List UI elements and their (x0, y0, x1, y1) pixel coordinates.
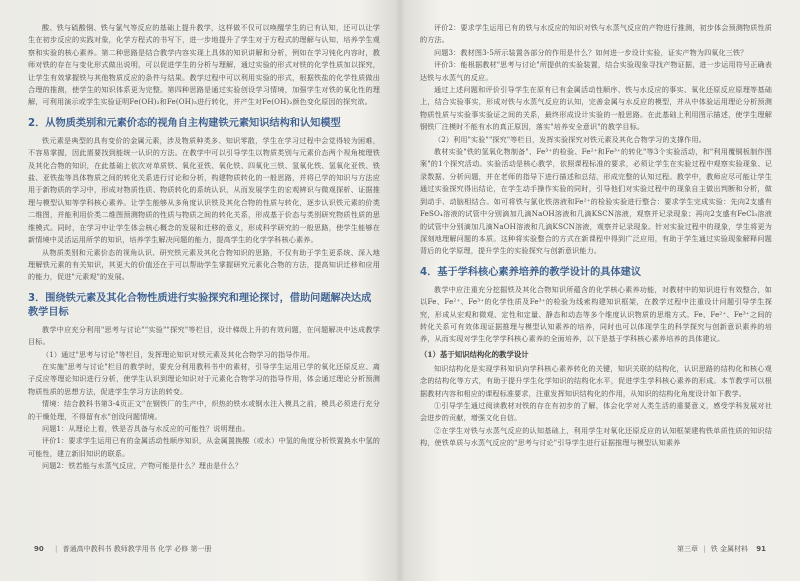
footer-separator: | (54, 545, 58, 553)
left-book-title: 普通高中教科书 教师教学用书 化学 必修 第一册 (62, 545, 212, 553)
paragraph: 评价2：要求学生运用已有的铁与水反应的知识对铁与水蒸气反应的产物进行推测，初步体会预测物质性质的方法。 (420, 23, 772, 45)
left-page-content (28, 22, 380, 473)
paragraph: 知识结构化是实现学科知识向学科核心素养转化的关键，知识关联的结构化，认识思路的结构化和核心观念的结构化等方式，有助于提升学生化学知识的结构化水平，促进学生学科核心素养的形成。本节教学可以根据教材内容和相应的课程标准要求，注重发挥知识结构化的作用，从知识的结构化角度设计如下教学。 (420, 363, 772, 398)
left-footer (28, 542, 211, 556)
paragraph: 教学中应充分利用"思考与讨论""实验""探究"等栏目，设计梯级上升的有效问题，在问题解决中达成教学目标。 (28, 324, 380, 347)
section-heading: 4．基于学科核心素养培养的教学设计的具体建议 (420, 266, 642, 278)
section-heading: 2．从物质类别和元素价态的视角自主构建铁元素知识结构和认知模型 (28, 117, 341, 129)
right-footer (596, 542, 772, 556)
paragraph: 教材实验"铁的氢氧化物制备"、Fe³⁺的检验、Fe²⁺和Fe³⁺的转化"等3个实验活动，和"利用覆铜板制作图案"的1个探究活动。实验活动是核心教学，依照课程标准的要求，必须让学生在实验过程中观察实验现象、记录数据、分析问题，并在老师的指导下进行描述和总结，形成完整的认知过程。教学中，教师应尽可能让学生通过实验探究得出结论，在学生动手操作实验的同时，引导他们对实验过程中的现象自主做出判断和分析，做到动手、动脑相结合。如可将铁与氯化铁溶液和Fe²⁺的检验实验进行整合：要求学生完成实验：先向2支盛有FeSO₄溶液的试管中分别滴加几滴NaOH溶液和几滴KSCN溶液，观察并记录现象；再向2支盛有FeCl₃溶液的试管中分别滴加几滴NaOH溶液和几滴KSCN溶液，观察并记录现象。针对实验过程中的现象，学生将更为深刻地理解问题的本质。这种将实验整合的方式在新课程中得到广泛应用，有助于学生通过实验现象解释问题背后的化学原理，提升学生的实验探究与创新意识能力。 (420, 147, 772, 256)
paragraph: ②在学生对铁与水蒸气反应的认知基础上，利用学生对氧化还原反应的认知框架建构铁单质性质的知识结构，使铁单质与水蒸气反应的"思考与讨论"引导学生进行证据推理与模型认知素养 (420, 425, 772, 448)
right-page (420, 22, 772, 534)
paragraph: 在实施"思考与讨论"栏目的教学时，要充分利用教科书中的素材，引导学生运用已学的氧化还原反应、离子反应等理论知识进行分析，使学生认识到理论知识对于元素化合物学习的指导作用，体会通过理论分析预测物质性质的思想方法，促进学生学习方法的转变。 (28, 361, 380, 396)
paragraph: 问题2：铁若能与水蒸气反应，产物可能是什么？理由是什么？ (42, 461, 243, 471)
paragraph: 通过上述问题和评价引导学生在原有已有金属活动性顺序、铁与水反应的事实、氧化还原反应原理等基础上，结合实验事实，形成对铁与水蒸气反应的认知，完善金属与水反应的模型，并从中体验运用理论分析预测物质性质与实验事实验证之间的关系，最终形成设计实验的一般思路。在此基础上利用图示描述，使学生理解钢铁厂注模时不能有水的真正原因，落实"培养安全意识"的教学目标。 (420, 85, 772, 132)
right-page-content (420, 22, 772, 450)
paragraph: 评价1：要求学生运用已有的金属活动性顺序知识，从金属置换酸（或水）中氢的角度分析铁置换水中氢的可能性，建立新旧知识的联系。 (28, 436, 380, 458)
paragraph: 问题1：从理论上看，铁是否具备与水反应的可能性？说明理由。 (42, 423, 250, 433)
left-page (28, 22, 380, 534)
right-page-number: 91 (756, 545, 766, 553)
left-page-number: 90 (34, 545, 44, 553)
paragraph: 铁元素是典型的具有变价的金属元素，涉及物质种类多、知识零散，学生在学习过程中会觉得较为困难，不容易掌握，因此需要找到能统一认识的方法。在教学中可以引导学生以物质类别与元素价态两个视角梳理铁及其化合物的知识，在此基础上依次对单质铁、氧化亚铁、氧化铁、四氧化三铁、氢氧化铁、氢氧化亚铁、铁盐、亚铁盐等具体物质之间的转化关系进行讨论和分析，构建物质转化的一般思路，并将已学的知识与方法应用于新物质的学习中，形成对物质性质、物质转化的系统认识，从而发展学生的宏观辨识与微观探析、证据推理与模型认知等学科核心素养。让学生能够从多角度认识铁及其化合物的性质与转化，逐步认识铁元素的价类二维图，并能利用价类二维图预测物质的性质与物质之间的转化关系，形成基于价态与类别研究物质性质的思维模式。同时，在学习中让学生体会核心概念的发展和迁移的意义，形成科学研究的一般思路，使学生能够在新情境中灵活运用所学的知识，培养学生解决问题的能力，提高学生的化学学科核心素养。 (28, 135, 380, 245)
paragraph: （1）通过"思考与讨论"等栏目，发挥理论知识对铁元素及其化合物学习的指导作用。 (42, 349, 315, 359)
paragraph: ①引导学生通过阅读教材对铁的存在有初步的了解，体会化学对人类生活的重要意义，感受学科发展对社会进步的贡献，增强文化自信。 (420, 400, 772, 423)
paragraph: 问题3：教材图3-5所示装置各部分的作用是什么？如何进一步设计实验，证实产物为四氧化三铁？ (434, 47, 748, 57)
paragraph: 从物质类别和元素价态的视角认识、研究铁元素及其化合物知识的思路，不仅有助于学生更系统、深入地理解铁元素的有关知识，其更大的价值还在于可以帮助学生掌握研究元素化合物的方法，提高知识迁移和应用的能力，促进"元素观"的发展。 (28, 247, 380, 282)
right-chapter-title: 铁 金属材料 (710, 545, 749, 553)
footer-separator: | (703, 545, 706, 553)
paragraph: 酸、铁与硫酸铜、铁与氯气等反应的基础上提升教学，这样做不仅可以唤醒学生的已有认知，还可以让学生在初步反应的实践对象，化学方程式的书写下，进一步地提升了学生对于方程式的理解与认知，培养学生观察和实验的核心素养。第二种思路是结合教学内容实现上具体的知识讲解和分析，例如在学习钝化内容时，教师对铁的存在与变化形式做出说明，可以促进学生的分析与理解，通过实验的形式对铁的化学性质加以探究，让学生有效掌握铁与其他物质反应的条件与结果。教学过程中可以利用实验的形式，根据铁盐的化学性质做出合理的推测，使学生的知识体系更为完整。第四种思路是通过实验创设学习情境，加强学生对铁的氧化性的理解，可利用演示或学生实验证明Fe(OH)₂和Fe(OH)₃进行转化，并产生对Fe(OH)₂颜色变化原因的探究欲。 (28, 23, 380, 107)
paragraph: （2）利用"实验""探究"等栏目，发挥实验探究对铁元素及其化合物学习的支撑作用。 (434, 134, 706, 144)
subsection-heading: （1）基于知识结构化的教学设计 (420, 349, 529, 359)
right-chapter-label: 第三章 (676, 545, 698, 553)
paragraph: 教学中应注重充分挖掘铁及其化合物知识所蕴含的化学核心素养功能，对教材中的知识进行有效整合，如以Fe、Fe²⁺、Fe³⁺的化学性质及Fe³⁺的检验为线索构建知识框架，在教学过程中注重设计问题引导学生探究，形成从宏观和微观、定性和定量、静态和动态等多个维度认识物质的思维方式。Fe、Fe²⁺、Fe³⁺之间的转化关系可有效体现证据推理与模型认知素养的培养，同时也可以体现学生的科学探究与创新意识素养的培养，从而实现对学生化学学科核心素养的全面培养，以下是基于学科核心素养培养的具体建议。 (420, 284, 772, 344)
section-heading: 3．围绕铁元素及其化合物性质进行实验探究和理论探讨，借助问题解决达成教学目标 (28, 292, 372, 318)
paragraph: 情境：结合教科书第3-4页正文"在钢铁厂的生产中，炽热的铁水或钢水注入模具之前，模具必须进行充分的干燥处理，不得留有水"创设问题情境。 (28, 399, 380, 421)
paragraph: 评价3：能根据教材"思考与讨论"所提供的实验装置，结合实验现象寻找产物证据，进一步运用符号正确表达铁与水蒸气的反应。 (420, 60, 772, 82)
